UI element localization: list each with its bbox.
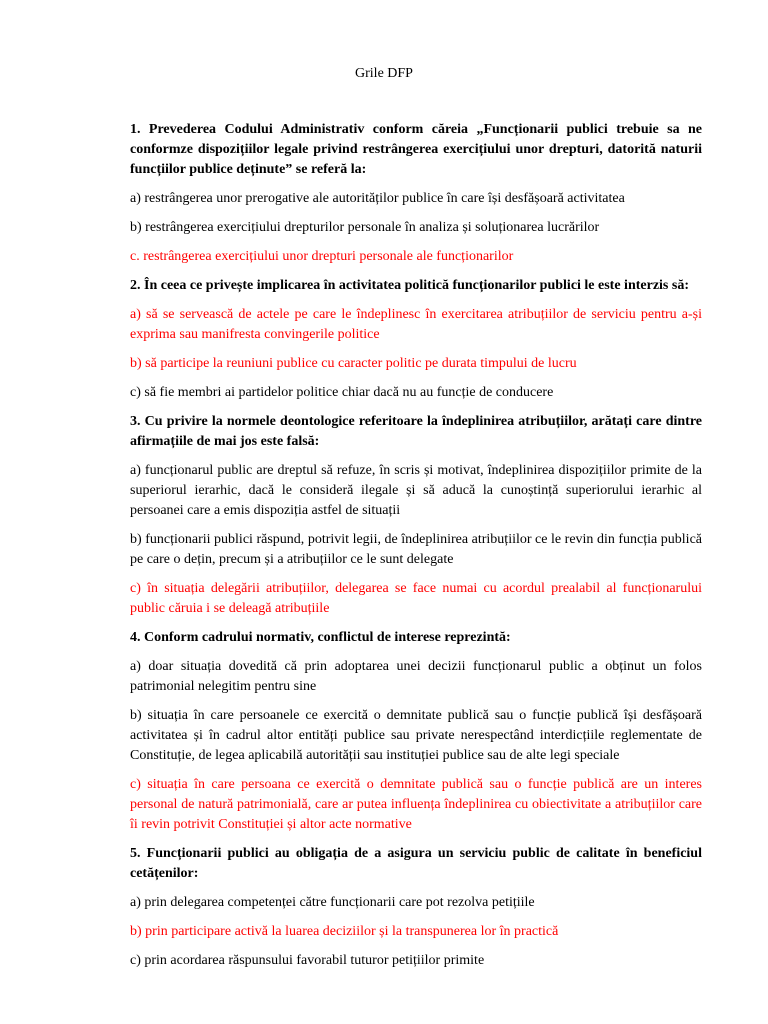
answer-option-correct: b) prin participare activă la luarea deciziilor și la transpunerea lor în practică — [130, 924, 559, 939]
document-title: Grile DFP — [355, 66, 413, 81]
answer-option-correct: a) să se servească de actele pe care le îndeplinesc în exercitarea atribuțiilor de serviciu pentru a-și exprima sau manifresta convingerile politice — [130, 307, 702, 342]
question-3 — [130, 412, 702, 619]
question-text: 1. Prevederea Codului Administrativ conform căreia „Funcționarii publici trebuie sa ne conformze dispozițiilor legale privind restrângerea exercițiului unor drepturi, datorită naturii funcțiilor publice deținute” se referă la: — [130, 122, 702, 177]
answer-option: b) situația în care persoanele ce exercită o demnitate publică sau o funcție publică își desfășoară activitatea și în cadrul altor entități publice sau private nerespectând interdicțiile reglementate de Constituție, de legea aplicabilă autorității sau instituției publice sau de alte legi speciale — [130, 708, 702, 763]
answer-option: a) restrângerea unor prerogative ale autorităților publice în care își desfășoară activitatea — [130, 191, 625, 206]
answer-option-correct: c) în situația delegării atribuțiilor, delegarea se face numai cu acordul prealabil al funcționarului public căruia i se deleagă atribuțiile — [130, 581, 702, 616]
question-5 — [130, 844, 702, 971]
question-4 — [130, 628, 702, 835]
question-1 — [130, 120, 702, 267]
answer-option: b) restrângerea exercițiului drepturilor personale în analiza și soluționarea lucrărilor — [130, 220, 600, 235]
question-text: 2. În ceea ce privește implicarea în activitatea politică funcționarilor publici le este interzis să: — [130, 278, 689, 293]
question-text: 5. Funcționarii publici au obligația de a asigura un serviciu public de calitate în beneficiul cetățenilor: — [130, 846, 702, 881]
answer-option-correct: b) să participe la reuniuni publice cu caracter politic pe durata timpului de lucru — [130, 356, 577, 371]
document-body — [130, 120, 702, 980]
question-2 — [130, 276, 702, 403]
answer-option-correct: c. restrângerea exercițiului unor drepturi personale ale funcționarilor — [130, 249, 514, 264]
answer-option-correct: c) situația în care persoana ce exercită o demnitate publică sau o funcție publică are un interes personal de natură patrimonială, care ar putea influența îndeplinirea cu obiectivitate a atribuțiilor care îi revin potrivit Constituției și altor acte normative — [130, 777, 702, 832]
answer-option: a) doar situația dovedită că prin adoptarea unei decizii funcționarul public a obținut un folos patrimonial nelegitim pentru sine — [130, 659, 702, 694]
answer-option: c) să fie membri ai partidelor politice chiar dacă nu au funcție de conducere — [130, 385, 554, 400]
answer-option: c) prin acordarea răspunsului favorabil tuturor petițiilor primite — [130, 953, 485, 968]
answer-option: a) prin delegarea competenței către funcționarii care pot rezolva petițiile — [130, 895, 535, 910]
answer-option: a) funcționarul public are dreptul să refuze, în scris și motivat, îndeplinirea dispozițiilor primite de la superiorul ierarhic, dacă le consideră ilegale și să aducă la cunoștință superiorului ierarhic al persoanei care a emis dispoziția astfel de situații — [130, 463, 702, 518]
question-text: 4. Conform cadrului normativ, conflictul de interese reprezintă: — [130, 630, 511, 645]
answer-option: b) funcționarii publici răspund, potrivit legii, de îndeplinirea atribuțiilor ce le revin din funcția publică pe care o dețin, precum și a atribuțiilor ce le sunt delegate — [130, 532, 702, 567]
question-text: 3. Cu privire la normele deontologice referitoare la îndeplinirea atribuțiilor, arătați care dintre afirmațiile de mai jos este falsă: — [130, 414, 702, 449]
